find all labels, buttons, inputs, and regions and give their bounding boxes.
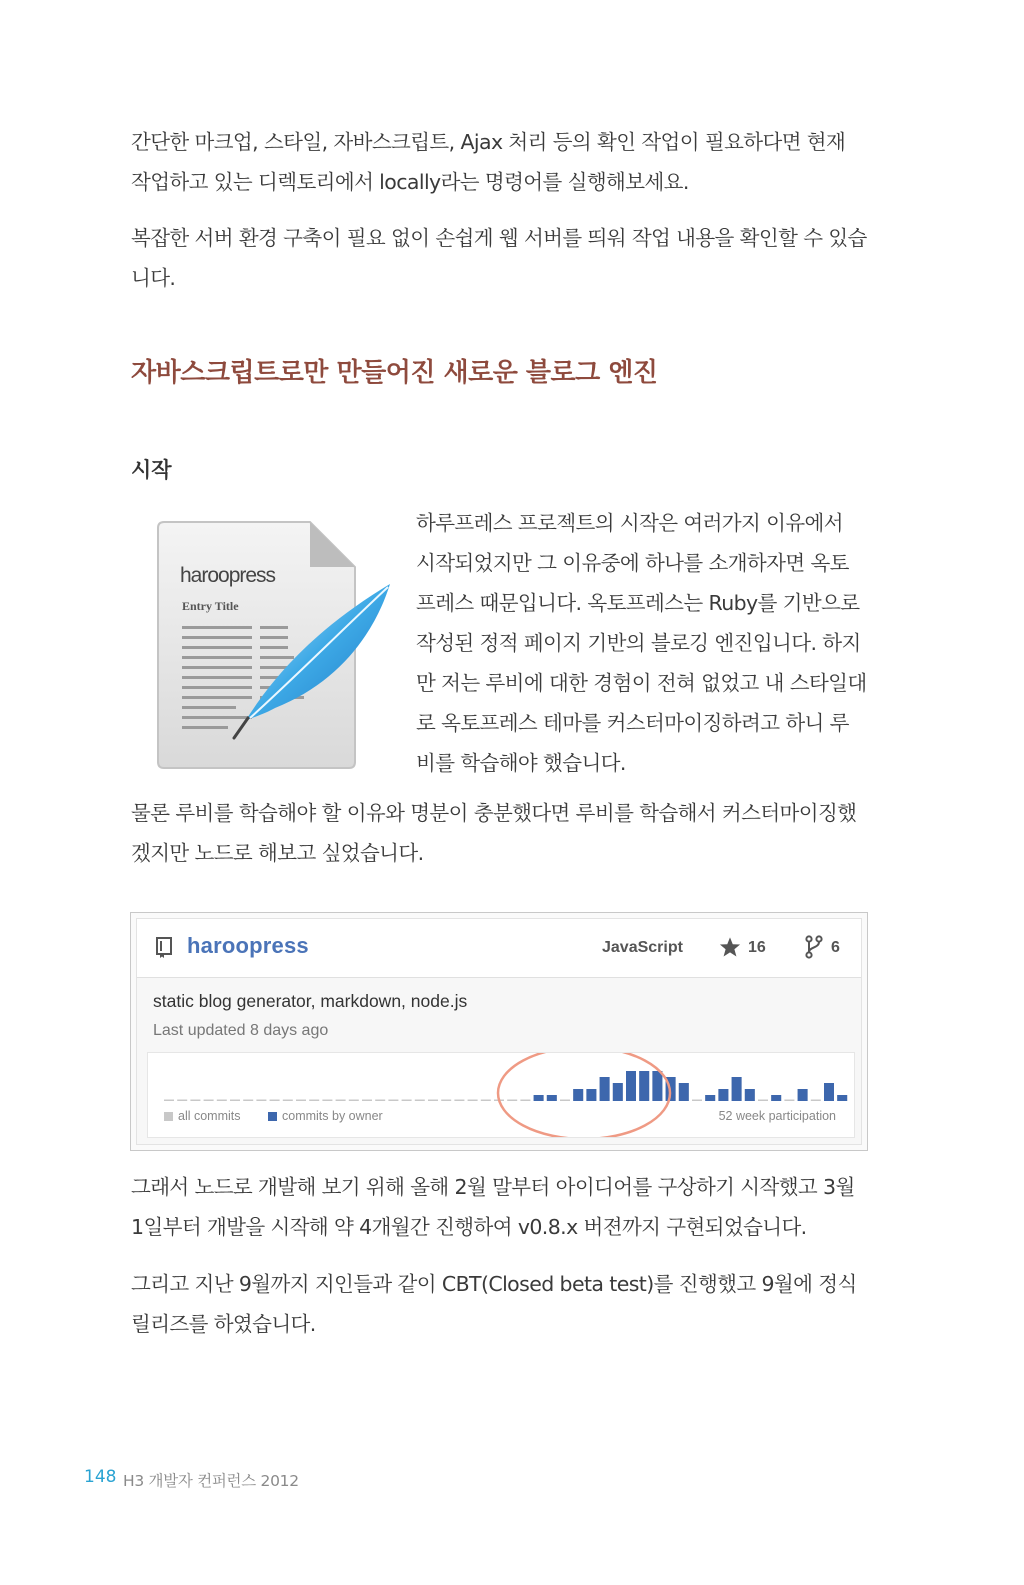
all-commits-bar (322, 1100, 332, 1102)
all-commits-bar (204, 1100, 214, 1102)
legend-all-label: all commits (178, 1109, 241, 1123)
all-commits-bar (784, 1100, 794, 1102)
owner-commits-bar (718, 1089, 728, 1101)
all-commits-bar (811, 1100, 821, 1102)
paragraph-server: 복잡한 서버 환경 구축이 필요 없이 손쉽게 웹 서버를 띄워 작업 내용을 확인할 수 있습니다. (131, 226, 867, 290)
all-commits-bar (362, 1100, 372, 1102)
fork-icon (804, 935, 824, 959)
owner-commits-bar (547, 1095, 557, 1101)
paragraph-development: 그래서 노드로 개발해 보기 위해 올해 2월 말부터 아이디어를 구상하기 시작했고 3월 1일부터 개발을 시작해 약 4개월간 진행하여 v0.8.x 버젼까지 구현되었습니다. (131, 1175, 855, 1239)
section-heading: 자바스크립트로만 만들어진 새로운 블로그 엔진 (131, 358, 658, 388)
legend-owner-commits (268, 1109, 383, 1123)
doc-icon-title: haroopress (180, 564, 276, 587)
owner-commits-bar (600, 1077, 610, 1101)
owner-commits-bar (824, 1083, 834, 1101)
repo-name-link[interactable]: haroopress (187, 933, 309, 958)
book-title: H3 개발자 컨퍼런스 2012 (123, 1472, 299, 1490)
all-commits-bar (428, 1100, 438, 1102)
subsection-heading: 시작 (131, 458, 172, 482)
all-commits-bar (336, 1100, 346, 1102)
all-commits-bar (349, 1100, 359, 1102)
all-commits-bar (270, 1100, 280, 1102)
owner-commits-bar (639, 1071, 649, 1101)
all-commits-bar (441, 1100, 451, 1102)
haroopress-document-icon (150, 512, 410, 780)
paragraph-release: 그리고 지난 9월까지 지인들과 같이 CBT(Closed beta test)를 진행했고 9월에 정식 릴리즈를 하였습니다. (131, 1272, 857, 1336)
all-commits-bar (402, 1100, 412, 1102)
legend-owner-label: commits by owner (282, 1109, 383, 1123)
all-commits-bar (243, 1100, 253, 1102)
all-commits-bar (560, 1100, 570, 1102)
all-commits-bar (375, 1100, 385, 1102)
star-count[interactable]: 16 (748, 939, 766, 956)
owner-commits-bar (534, 1095, 544, 1101)
repo-card-screenshot (130, 912, 868, 1151)
fork-count[interactable]: 6 (831, 939, 840, 956)
all-commits-bar (388, 1100, 398, 1102)
all-commits-bar (283, 1100, 293, 1102)
all-commits-bar (692, 1100, 702, 1102)
owner-commits-bar (705, 1095, 715, 1101)
repo-card (136, 918, 862, 1145)
participation-graph-panel (147, 1052, 855, 1138)
all-commits-bar (230, 1100, 240, 1102)
owner-commits-bar (798, 1089, 808, 1101)
star-icon (719, 936, 741, 958)
all-commits-bar (177, 1100, 187, 1102)
legend-all-swatch (164, 1112, 173, 1121)
legend-owner-swatch (268, 1112, 277, 1121)
owner-commits-bar (732, 1077, 742, 1101)
page-number: 148 (84, 1467, 117, 1487)
owner-commits-bar (652, 1071, 662, 1101)
repo-description: static blog generator, markdown, node.js (153, 991, 468, 1011)
owner-commits-bar (613, 1083, 623, 1101)
all-commits-bar (415, 1100, 425, 1102)
participation-graph (148, 1053, 854, 1137)
all-commits-bar (481, 1100, 491, 1102)
all-commits-bar (296, 1100, 306, 1102)
owner-commits-bar (573, 1089, 583, 1101)
repository-icon (155, 937, 173, 959)
all-commits-bar (454, 1100, 464, 1102)
all-commits-bar (520, 1100, 530, 1102)
all-commits-bar (468, 1100, 478, 1102)
paragraph-node: 물론 루비를 학습해야 할 이유와 명분이 충분했다면 루비를 학습해서 커스터마이징했겠지만 노드로 해보고 싶었습니다. (131, 801, 857, 865)
owner-commits-bar (626, 1071, 636, 1101)
owner-commits-bar (745, 1089, 755, 1101)
all-commits-bar (164, 1100, 174, 1102)
repo-last-updated: Last updated 8 days ago (153, 1022, 329, 1039)
owner-commits-bar (837, 1095, 847, 1101)
participation-label: 52 week participation (718, 1109, 836, 1123)
owner-commits-bar (771, 1095, 781, 1101)
owner-commits-bar (679, 1083, 689, 1101)
repo-header (137, 919, 861, 978)
all-commits-bar (758, 1100, 768, 1102)
repo-language: JavaScript (602, 939, 683, 956)
all-commits-bar (309, 1100, 319, 1102)
doc-icon-entry: Entry Title (182, 599, 239, 613)
owner-commits-bar (586, 1089, 596, 1101)
all-commits-bar (507, 1100, 517, 1102)
all-commits-bar (256, 1100, 266, 1102)
legend-all-commits (164, 1109, 241, 1123)
paragraph-locally: 간단한 마크업, 스타일, 자바스크립트, Ajax 처리 등의 확인 작업이 필요하다면 현재 작업하고 있는 디렉토리에서 locally라는 명령어를 실행해보세요. (131, 130, 846, 194)
paragraph-haroopress-start: 하루프레스 프로젝트의 시작은 여러가지 이유에서 시작되었지만 그 이유중에 하나를 소개하자면 옥토프레스 때문입니다. 옥토프레스는 Ruby를 기반으로 작성된 정적 페이지 기반의 블로깅 엔진입니다. 하지만 저는 루비에 대한 경험이 전혀 없었고 내 스타일대로 옥토프레스 테마를 커스터마이징하려고 하니 루비를 학습해야 했습니다. (416, 511, 867, 775)
all-commits-bar (217, 1100, 227, 1102)
all-commits-bar (190, 1100, 200, 1102)
